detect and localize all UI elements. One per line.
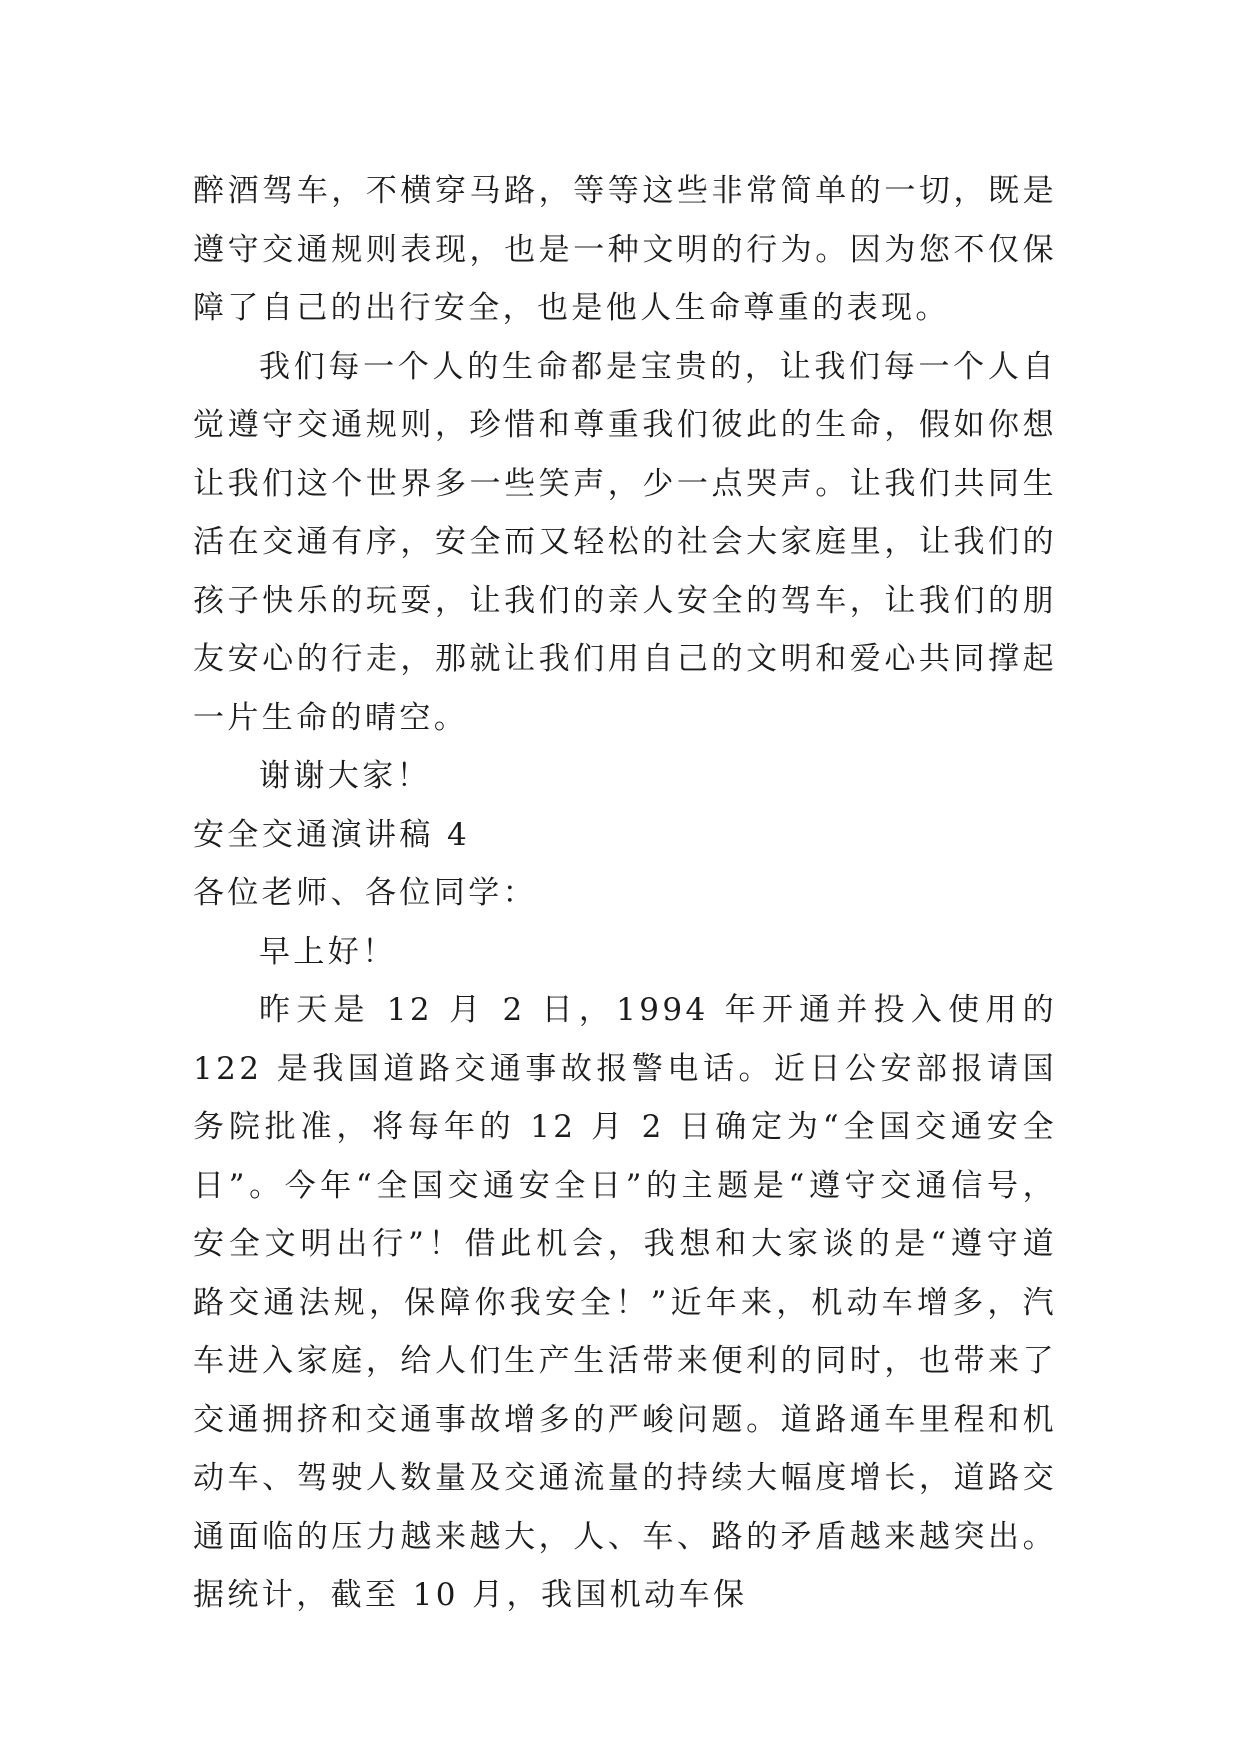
salutation: 各位老师、各位同学：	[193, 875, 537, 911]
paragraph-continuation: 醉酒驾车，不横穿马路，等等这些非常简单的一切，既是遵守交通规则表现，也是一种文明的行为。因为您不仅保障了自己的出行安全，也是他人生命尊重的表现。	[193, 173, 1057, 326]
section-title: 安全交通演讲稿 4	[193, 816, 471, 853]
document-body	[193, 162, 1057, 1625]
paragraph-safety-day: 昨天是 12 月 2 日，1994 年开通并投入使用的 122 是我国道路交通事故报警电话。近日公安部报请国务院批准，将每年的 12 月 2 日确定为“全国交通安全日”。今年“全国交通安全日”的主题是“遵守交通信号，安全文明出行”！借此机会，我想和大家谈的是“遵守道路交通法规，保障你我安全！”近年来，机动车增多，汽车进入家庭，给人们生产生活带来便利的同时，也带来了交通拥挤和交通事故增多的严峻问题。道路通车里程和机动车、驾驶人数量及交通流量的持续大幅度增长，道路交通面临的压力越来越大，人、车、路的矛盾越来越突出。据统计，截至 10 月，我国机动车保	[193, 992, 1057, 1613]
paragraph-thanks: 谢谢大家！	[259, 758, 431, 794]
greeting: 早上好！	[259, 933, 397, 970]
paragraph-life-precious: 我们每一个人的生命都是宝贵的，让我们每一个人自觉遵守交通规则，珍惜和尊重我们彼此的生命，假如你想让我们这个世界多一些笑声，少一点哭声。让我们共同生活在交通有序，安全而又轻松的社会大家庭里，让我们的孩子快乐的玩耍，让我们的亲人安全的驾车，让我们的朋友安心的行走，那就让我们用自己的文明和爱心共同撑起一片生命的晴空。	[193, 348, 1057, 736]
